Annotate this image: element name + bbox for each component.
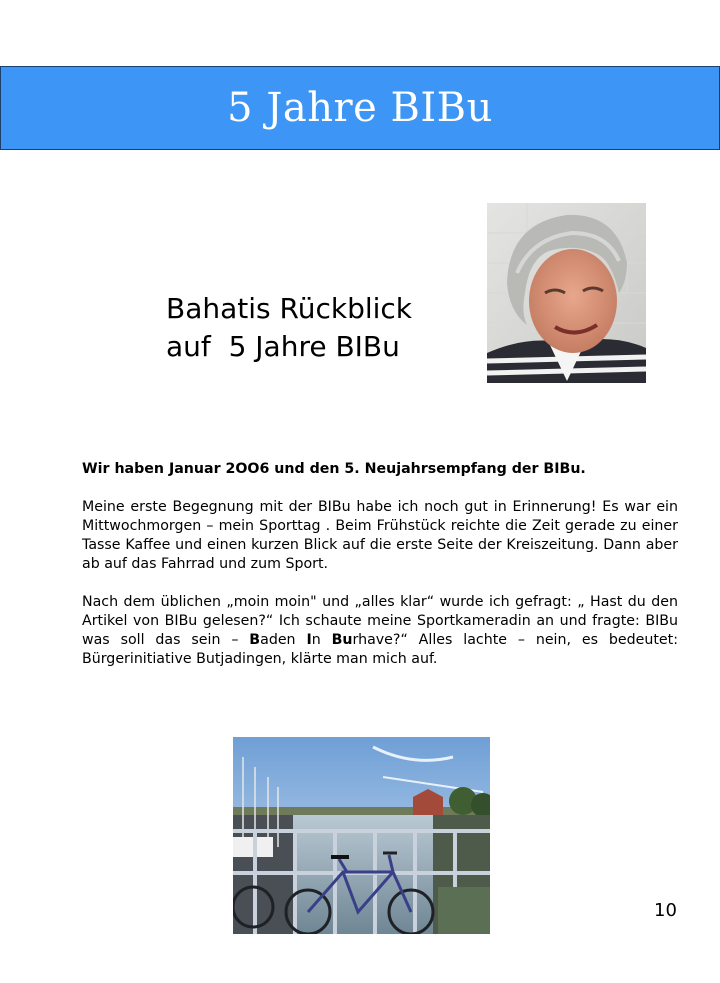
article-paragraph-1: Meine erste Begegnung mit der BIBu habe ich noch gut in Erinnerung! Es war ein Mittwochmorgen – mein Sporttag . Beim Frühstück reichte die Zeit gerade zu einer Tasse Kaffee und einen kurzen Blick auf die erste Seite der Kreiszeitung. Dann aber ab auf das Fahrrad und zum Sport. xyxy=(82,499,678,572)
subtitle xyxy=(166,290,466,366)
paragraph-2-text: aden xyxy=(260,632,307,648)
article-paragraph-2 xyxy=(82,593,678,669)
subtitle-line-2: auf 5 Jahre BIBu xyxy=(166,330,400,363)
title-banner xyxy=(0,66,720,150)
bold-letters-bu: Bu xyxy=(331,632,353,648)
subtitle-line-1: Bahatis Rückblick xyxy=(166,292,413,325)
bold-letter-i: I xyxy=(306,632,312,648)
portrait-photo xyxy=(487,203,646,383)
article-lead: Wir haben Januar 2OO6 und den 5. Neujahrsempfang der BIBu. xyxy=(82,461,586,477)
paragraph-2-text: rhave?“ Alles lachte – nein, es bedeutet: Bürgerinitiative Butjadingen, klärte man mich auf. xyxy=(82,632,678,667)
bold-letter-b: B xyxy=(249,632,261,648)
paragraph-2-text: Nach dem üblichen „moin moin" und „alles klar“ wurde ich gefragt: „ Hast du den Artikel von BIBu gelesen?“ Ich schaute meine Sportkameradin an und fragte: BIBu was soll das sein – xyxy=(82,594,678,648)
paragraph-2-text: n xyxy=(311,632,332,648)
page-title: 5 Jahre BIBu xyxy=(227,85,493,131)
harbor-bicycle-photo xyxy=(233,737,490,934)
article xyxy=(82,460,678,688)
page-number: 10 xyxy=(654,900,677,921)
